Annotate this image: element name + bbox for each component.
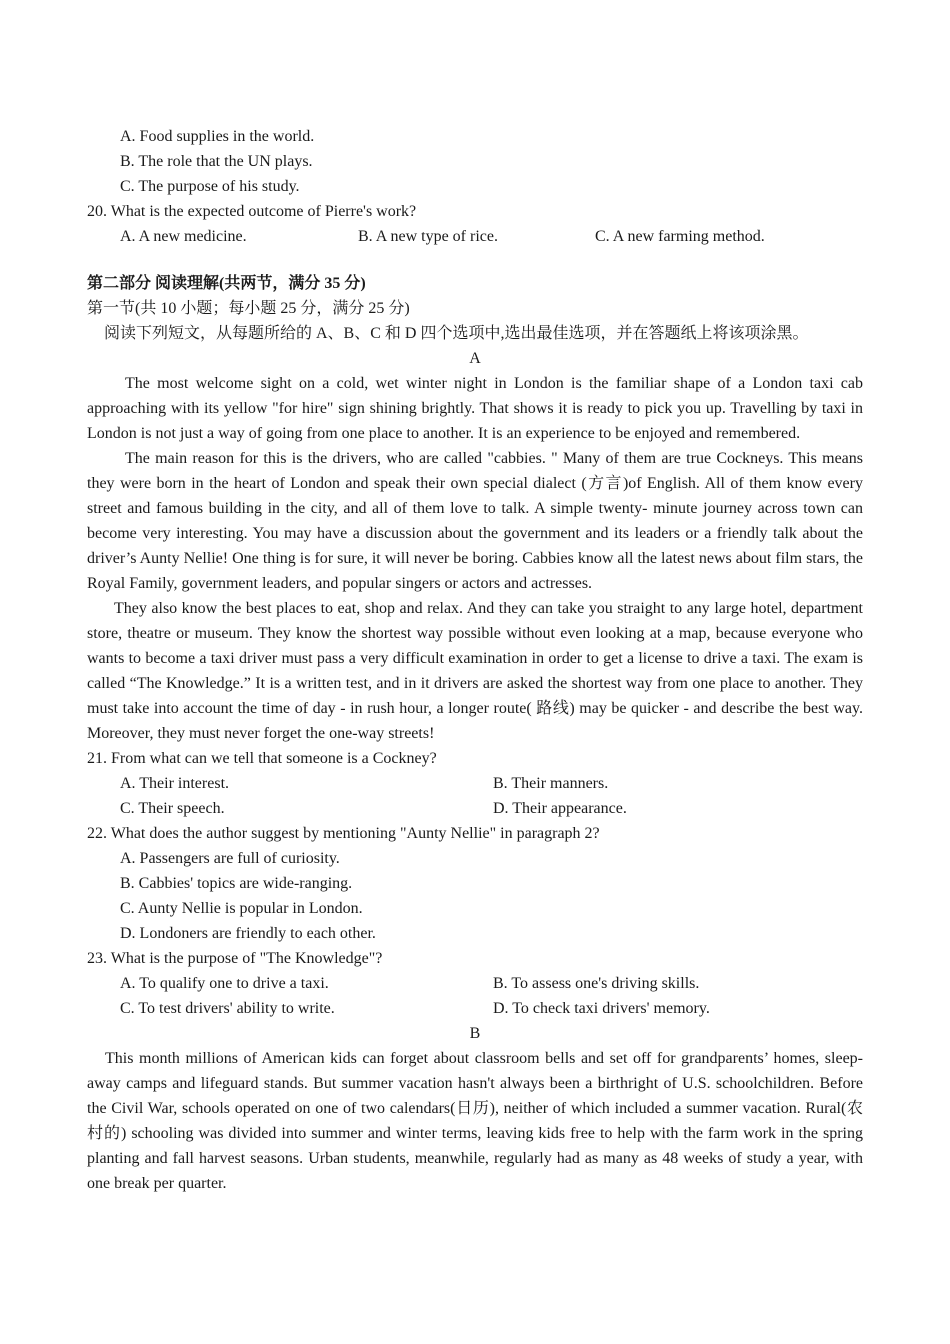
spacer (87, 249, 863, 271)
reading-instruction: 阅读下列短文，从每题所给的 A、B、C 和 D 四个选项中,选出最佳选项，并在答题纸上将该项涂黑。 (104, 325, 809, 342)
q20-option-b: B. A new type of rice. (358, 228, 498, 245)
q22-stem: 22. What does the author suggest by mentioning "Aunty Nellie" in paragraph 2? (87, 825, 600, 842)
q19-option-b: B. The role that the UN plays. (120, 153, 313, 170)
q23-option-d: D. To check taxi drivers' memory. (493, 1000, 710, 1017)
q19-option-c: C. The purpose of his study. (120, 178, 300, 195)
part2-heading: 第二部分 阅读理解(共两节，满分 35 分) (87, 275, 366, 292)
q23-options-row-1 (87, 971, 863, 996)
passage-a-paragraph-3: They also know the best places to eat, shop and relax. And they can take you straight to any large hotel, department store, theatre or museum. They know the shortest way possible without even looking at a map, because everyone who wants to become a taxi driver must pass a very difficult examination in order to get a license to drive a taxi. The exam is called “The Knowledge.” It is a written test, and in it drivers are asked the shortest way from one place to another. They must take into account the time of day - in rush hour, a longer route( 路线) may be quicker - and describe the best way. Moreover, they must never forget the one-way streets! (87, 600, 863, 742)
passage-a-label: A (469, 350, 481, 367)
passage-b-label: B (469, 1025, 481, 1042)
q21-stem: 21. From what can we tell that someone is a Cockney? (87, 750, 437, 767)
q20-options (87, 224, 863, 249)
q21-option-c: C. Their speech. (120, 800, 225, 817)
q22-option-c: C. Aunty Nellie is popular in London. (120, 900, 363, 917)
passage-a-paragraph-2: The main reason for this is the drivers, who are called "cabbies. " Many of them are true Cockneys. This means they were born in the heart of London and speak their own special dialect (方言)of English. All of them know every street and famous building in the city, and all of them love to talk. A simple twenty- minute journey across town can become very interesting. You may have a discussion about the government and its leaders or a friendly talk about the driver’s Aunty Nellie! One thing is for sure, it will never be boring. Cabbies know all the latest news about film stars, the Royal Family, government leaders, and popular singers or actors and actresses. (87, 450, 863, 592)
q23-option-b: B. To assess one's driving skills. (493, 975, 700, 992)
q21-options-row-2 (87, 796, 863, 821)
q22-option-b: B. Cabbies' topics are wide-ranging. (120, 875, 353, 892)
q19-option-a: A. Food supplies in the world. (120, 128, 315, 145)
passage-b-paragraph-1: This month millions of American kids can forget about classroom bells and set off for grandparents’ homes, sleep-away camps and lifeguard stands. But summer vacation hasn't always been a birthright of U.S. schoolchildren. Before the Civil War, schools operated on one of two calendars(日历), neither of which included a summer vacation. Rural(农村的) schooling was divided into summer and winter terms, leaving kids free to help with the farm work in the spring planting and fall harvest seasons. Urban students, meanwhile, regularly had as many as 48 weeks of study a year, with one break per quarter. (87, 1050, 863, 1192)
q22-option-d: D. Londoners are friendly to each other. (120, 925, 376, 942)
q23-stem: 23. What is the purpose of "The Knowledge"? (87, 950, 383, 967)
passage-a-paragraph-1: The most welcome sight on a cold, wet winter night in London is the familiar shape of a London taxi cab approaching with its yellow "for hire" sign shining brightly. That shows it is ready to pick you up. Travelling by taxi in London is not just a way of going from one place to another. It is an experience to be enjoyed and remembered. (87, 375, 863, 442)
q23-option-c: C. To test drivers' ability to write. (120, 1000, 335, 1017)
q23-option-a: A. To qualify one to drive a taxi. (120, 975, 329, 992)
q21-option-a: A. Their interest. (120, 775, 230, 792)
q20-option-c: C. A new farming method. (595, 228, 765, 245)
q22-option-a: A. Passengers are full of curiosity. (120, 850, 340, 867)
section1-heading: 第一节(共 10 小题；每小题 25 分，满分 25 分) (87, 300, 410, 317)
q23-options-row-2 (87, 996, 863, 1021)
q21-options-row-1 (87, 771, 863, 796)
exam-page (87, 124, 863, 1196)
q21-option-b: B. Their manners. (493, 775, 609, 792)
q21-option-d: D. Their appearance. (493, 800, 627, 817)
q20-option-a: A. A new medicine. (120, 228, 247, 245)
q20-stem: 20. What is the expected outcome of Pierre's work? (87, 203, 417, 220)
